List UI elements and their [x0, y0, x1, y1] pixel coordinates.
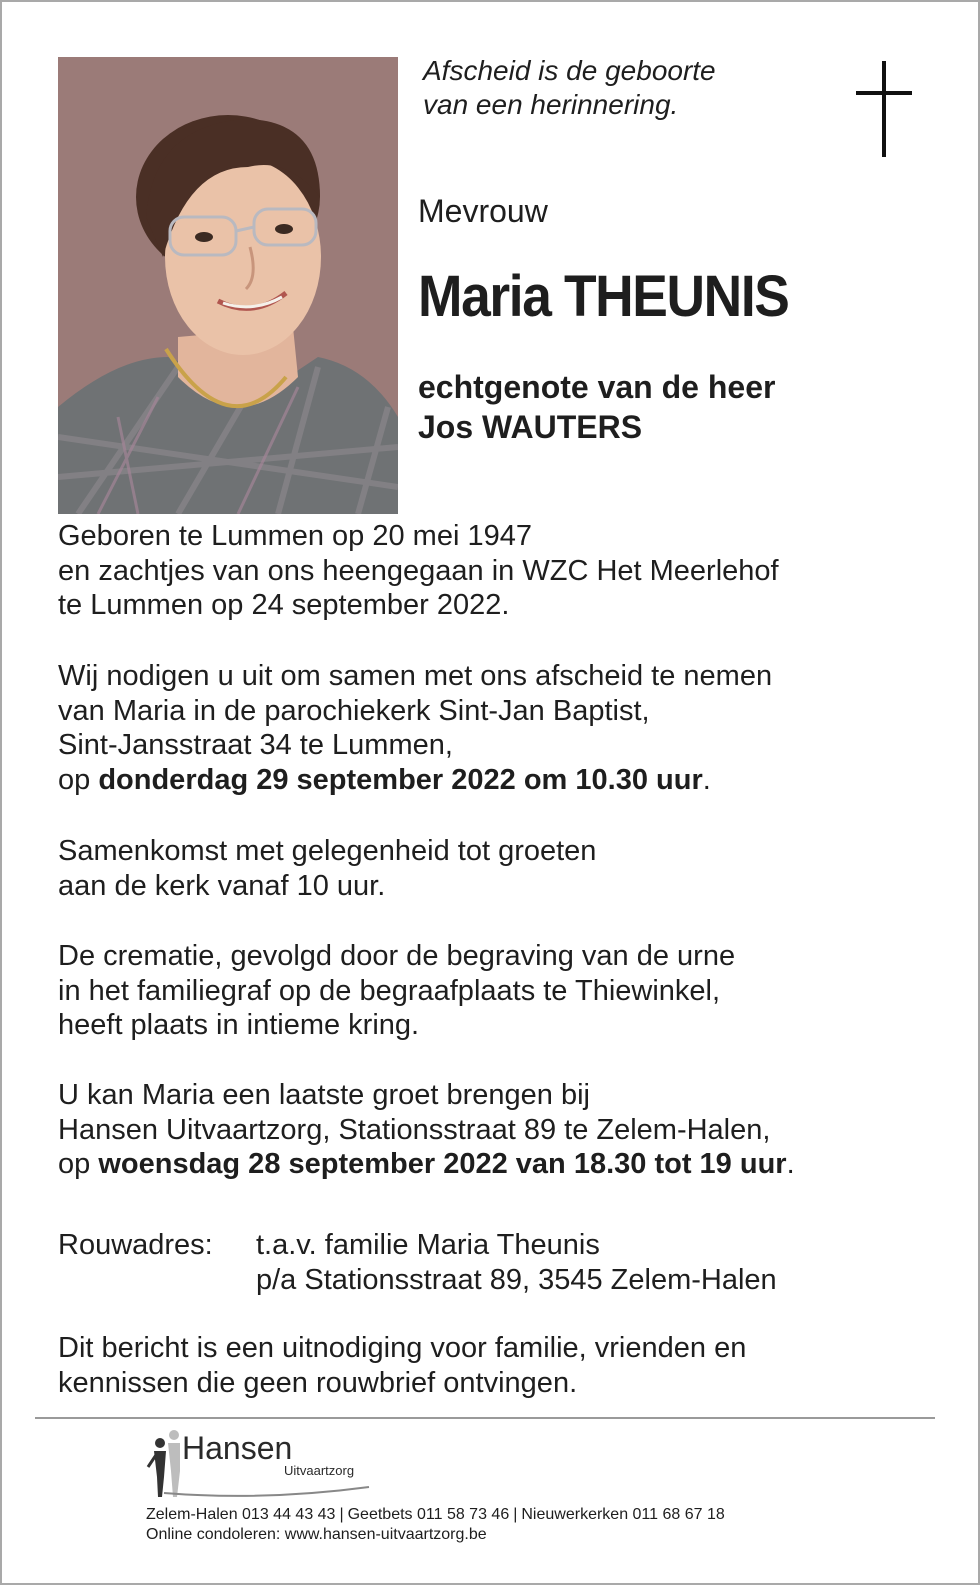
visitation-line-3-suffix: . [786, 1148, 795, 1180]
deceased-name: Maria THEUNIS [418, 264, 789, 329]
funeral-line-1: Wij nodigen u uit om samen met ons afscheid te nemen [58, 660, 773, 692]
phone-zelem-halen: Zelem-Halen 013 44 43 43 [146, 1506, 336, 1523]
motto-line-1: Afscheid is de geboorte [423, 55, 716, 86]
funeral-paragraph [58, 659, 772, 797]
notice-paragraph [58, 1331, 746, 1400]
funeral-line-3: Sint-Jansstraat 34 te Lummen, [58, 729, 453, 761]
cross-icon [856, 61, 912, 157]
funeral-line-4-prefix: op [58, 763, 99, 796]
mourning-address-label: Rouwadres: [58, 1229, 213, 1261]
motto-line-2: van een herinnering. [423, 89, 679, 120]
brand-subtitle: Uitvaartzorg [284, 1463, 355, 1478]
mourning-address-line-2: p/a Stationsstraat 89, 3545 Zelem-Halen [256, 1263, 777, 1296]
cremation-paragraph [58, 939, 735, 1043]
spouse-line-2: Jos WAUTERS [418, 409, 643, 445]
notice-line-1: Dit bericht is een uitnodiging voor familie, vrienden en [58, 1332, 747, 1364]
funeral-line-4-suffix: . [702, 763, 711, 796]
notice-line-2: kennissen die geen rouwbrief ontvingen. [58, 1366, 578, 1399]
birth-paragraph [58, 519, 779, 623]
mourning-address [256, 1228, 777, 1297]
birth-line-1: Geboren te Lummen op 20 mei 1947 [58, 520, 532, 552]
phone-nieuwerkerken: Nieuwerkerken 011 68 67 18 [521, 1506, 725, 1523]
spouse-info [418, 367, 775, 447]
condolences-link[interactable]: Online condoleren: www.hansen-uitvaartzorg.be [146, 1526, 487, 1543]
cremation-line-1: De crematie, gevolgd door de begraving van de urne [58, 940, 736, 972]
birth-line-2: en zachtjes van ons heengegaan in WZC Het Meerlehof [58, 554, 779, 587]
separator: | [339, 1506, 344, 1523]
footer-divider [35, 1417, 935, 1419]
birth-line-3: te Lummen op 24 september 2022. [58, 589, 510, 621]
gathering-paragraph [58, 834, 596, 903]
funeral-line-2: van Maria in de parochiekerk Sint-Jan Baptist, [58, 694, 650, 727]
spouse-line-1: echtgenote van de heer [418, 369, 776, 405]
visitation-date-time: woensdag 28 september 2022 van 18.30 tot 19 uur [98, 1148, 787, 1180]
brand-name: Hansen [182, 1430, 293, 1466]
gathering-line-2: aan de kerk vanaf 10 uur. [58, 869, 386, 902]
funeral-date-time: donderdag 29 september 2022 om 10.30 uur [98, 763, 703, 796]
visitation-paragraph [58, 1078, 795, 1182]
portrait-illustration [58, 57, 398, 514]
gathering-line-1: Samenkomst met gelegenheid tot groeten [58, 835, 597, 867]
mourning-address-line-1: t.a.v. familie Maria Theunis [256, 1229, 600, 1261]
cremation-line-3: heeft plaats in intieme kring. [58, 1009, 420, 1041]
separator: | [513, 1506, 518, 1523]
cremation-line-2: in het familiegraf op de begraafplaats te Thiewinkel, [58, 974, 721, 1007]
portrait-photo [58, 57, 398, 514]
visitation-line-2: Hansen Uitvaartzorg, Stationsstraat 89 te Zelem-Halen, [58, 1113, 771, 1146]
motto [423, 54, 716, 122]
visitation-line-3-prefix: op [58, 1148, 99, 1180]
phone-geetbets: Geetbets 011 58 73 46 [347, 1506, 510, 1523]
contact-info [146, 1505, 725, 1545]
visitation-line-1: U kan Maria een laatste groet brengen bij [58, 1079, 590, 1111]
honorific: Mevrouw [418, 193, 548, 229]
